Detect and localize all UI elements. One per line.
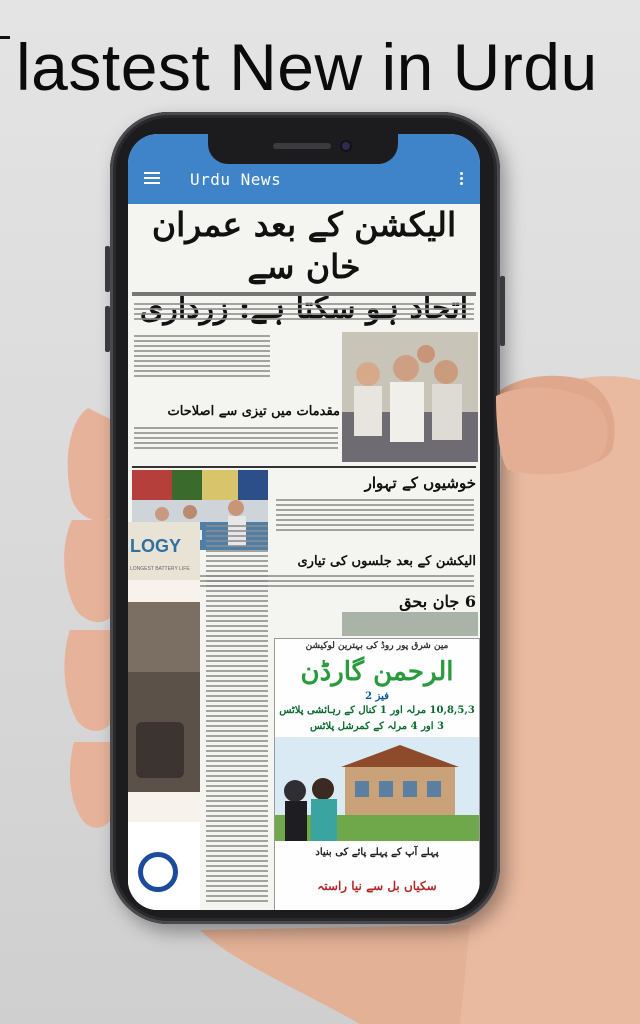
headline-d: 6 جان بحق xyxy=(399,592,476,611)
masthead-line1: الیکشن کے بعد عمران خان سے xyxy=(151,205,457,286)
ad-phase: فیز 2 xyxy=(365,691,389,702)
headline-b: خوشیوں کے تہوار xyxy=(364,474,476,492)
ad-commercial: 3 اور 4 مرلہ کے کمرشل پلاٹس xyxy=(310,721,444,732)
side-ad-subtitle: LONGEST BATTERY LIFE xyxy=(130,566,190,572)
side-ad-headline: LOGY xyxy=(130,536,182,556)
ad-plots: 10,8,5,3 مرلہ اور 1 کنال کے رہائشی پلاٹس xyxy=(279,705,475,716)
ad-tagline-2: سکیاں بل سے نیا راستہ xyxy=(317,879,437,893)
headline-c: الیکشن کے بعد جلسوں کی تیاری xyxy=(297,554,476,569)
app-title: Urdu News xyxy=(190,170,282,189)
promo-headline: lastest New in Urdu xyxy=(16,30,598,104)
ad-tagline-1: پہلے آپ کے پہلے پائے کی بنیاد xyxy=(315,847,439,858)
headline-a: مقدمات میں تیزی سے اصلاحات xyxy=(167,404,340,419)
ad-title: الرحمن گارڈن xyxy=(300,657,454,687)
ad-lead: مین شرق پور روڈ کی بہترین لوکیشن xyxy=(305,641,449,651)
